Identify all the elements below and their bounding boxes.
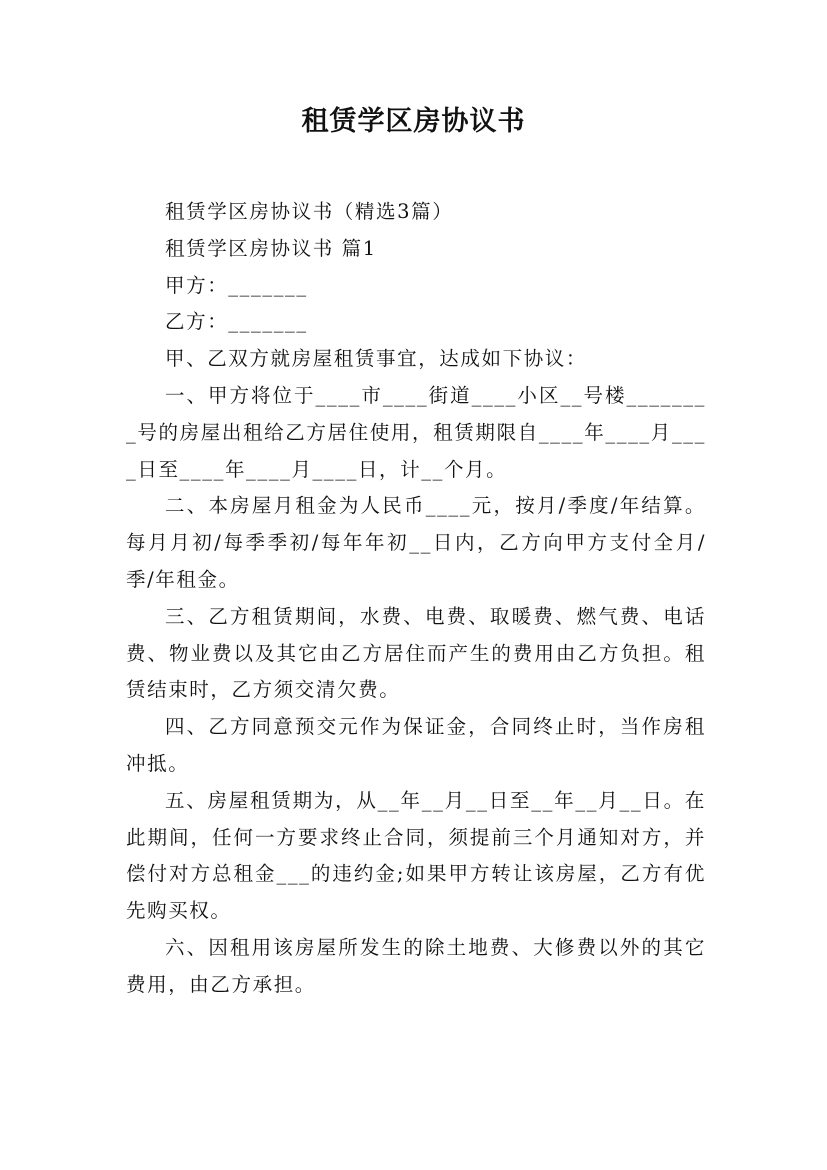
paragraph-clause-5: 五、房屋租赁期为，从__年__月__日至__年__月__日。在此期间，任何一方要求终止合同，须提前三个月通知对方，并偿付对方总租金___的违约金;如果甲方转让该房屋，乙方有优先购买权。: [126, 788, 706, 923]
paragraph-preamble: 甲、乙双方就房屋租赁事宜，达成如下协议：: [165, 347, 588, 371]
paragraph-clause-6: 六、因租用该房屋所发生的除土地费、大修费以外的其它费用，由乙方承担。: [126, 935, 706, 996]
paragraph-party-b: 乙方：_______: [165, 310, 308, 334]
paragraph-clause-4: 四、乙方同意预交元作为保证金，合同终止时，当作房租冲抵。: [126, 715, 706, 775]
paragraph-party-a: 甲方：_______: [165, 273, 308, 297]
document-body: [126, 194, 706, 1004]
paragraph-clause-2: 二、本房屋月租金为人民币____元，按月/季度/年结算。每月月初/每季季初/每年年初__日内，乙方向甲方支付全月/季/年租金。: [126, 494, 706, 591]
paragraph-clause-1: 一、甲方将位于____市____街道____小区__号楼________号的房屋出租给乙方居住使用，租赁期限自____年____月____日至____年____月____日，计__个月。: [126, 383, 706, 481]
paragraph-section-heading: 租赁学区房协议书 篇1: [165, 236, 377, 260]
document-title: 租赁学区房协议书: [301, 106, 526, 137]
paragraph-subtitle: 租赁学区房协议书（精选3篇）: [165, 200, 454, 223]
paragraph-clause-3: 三、乙方租赁期间，水费、电费、取暖费、燃气费、电话费、物业费以及其它由乙方居住而产生的费用由乙方负担。租赁结束时，乙方须交清欠费。: [126, 604, 706, 702]
